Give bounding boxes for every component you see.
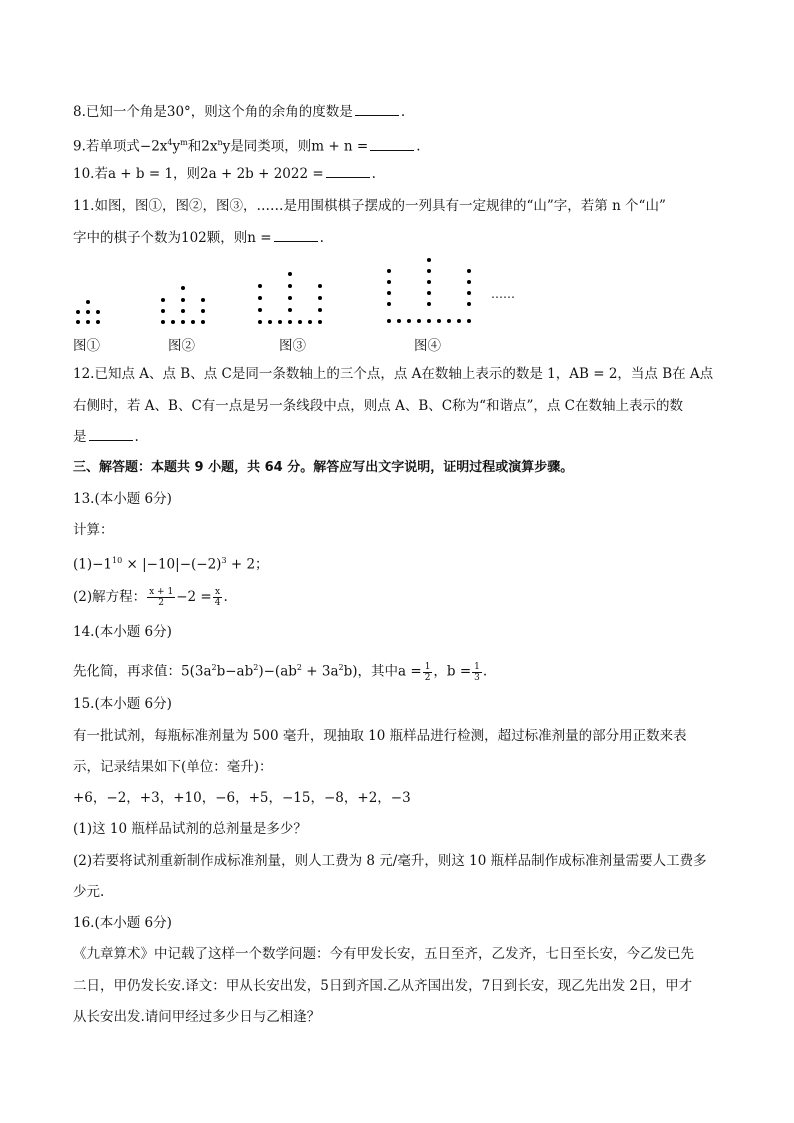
q13-intro: 计算： xyxy=(73,522,114,538)
q14-exp: 2 xyxy=(211,663,217,672)
q14-a: 先化简，再求值：5(3a xyxy=(73,663,212,680)
figure-4-label: 图④ xyxy=(414,338,441,354)
q14-exp: 2 xyxy=(338,663,344,672)
go-stone-dot xyxy=(181,309,185,313)
q11-text: 字中的棋子个数为102颗，则n = xyxy=(73,230,272,246)
go-stone-dot xyxy=(258,308,262,312)
question-9 xyxy=(73,133,421,157)
go-stone-dot xyxy=(387,302,391,306)
q13-p2-mid: −2 = xyxy=(176,589,212,605)
go-stone-dot xyxy=(201,309,205,313)
go-stone-dot xyxy=(427,302,431,306)
go-stone-dot xyxy=(427,258,431,262)
q14-f: ，b = xyxy=(433,663,472,680)
question-11-line-2 xyxy=(73,228,324,248)
q9-exp-2: m xyxy=(180,138,188,147)
go-stone-dot xyxy=(467,319,471,323)
fraction xyxy=(213,587,223,608)
answer-blank xyxy=(355,102,399,116)
go-stone-dot xyxy=(298,320,302,324)
figure-2-label: 图② xyxy=(168,338,195,354)
q16-line-1: 《九章算术》中记载了这样一个数学问题：今有甲发长安，五日至齐，乙发齐，七日至长安，今乙发已先 xyxy=(73,946,694,962)
go-stone-dot xyxy=(288,308,292,312)
q14-b: b−ab xyxy=(216,663,254,680)
go-stone-dot xyxy=(181,320,185,324)
go-stone-dot xyxy=(387,291,391,295)
q13-p1-a: (1)−1 xyxy=(73,556,113,573)
q14-g: . xyxy=(482,663,488,680)
q13-p2-end: . xyxy=(223,589,228,605)
denominator: 3 xyxy=(474,672,480,683)
fraction xyxy=(147,587,175,608)
numerator: 1 xyxy=(474,661,480,672)
q14-exp: 2 xyxy=(253,663,259,672)
question-10 xyxy=(73,164,376,184)
q15-data: +6，−2，+3，+10，−6，+5，−15，−8，+2，−3 xyxy=(73,790,411,806)
figure-ellipsis: …… xyxy=(491,287,515,301)
q9-exp-3: n xyxy=(217,138,223,147)
go-stone-dot xyxy=(318,308,322,312)
q9-exp-1: 4 xyxy=(167,138,173,147)
q12-end: . xyxy=(134,429,139,445)
answer-blank xyxy=(89,427,133,441)
go-stone-dot xyxy=(288,284,292,288)
go-stone-dot xyxy=(201,298,205,302)
go-stone-dot xyxy=(181,298,185,302)
figure-3-label: 图③ xyxy=(279,338,306,354)
go-stone-dot xyxy=(457,319,461,323)
q13-p1-exp: 10 xyxy=(112,556,123,565)
go-stone-dot xyxy=(308,320,312,324)
go-stone-dot xyxy=(288,296,292,300)
go-stone-dot xyxy=(268,320,272,324)
q13-p1-c: + 2； xyxy=(226,556,269,573)
question-8 xyxy=(73,102,405,122)
go-stone-dot xyxy=(467,280,471,284)
answer-blank xyxy=(274,228,318,242)
q13-part-2 xyxy=(73,582,228,612)
go-stone-dot xyxy=(387,269,391,273)
go-stone-dot xyxy=(467,302,471,306)
go-stone-dot xyxy=(161,309,165,313)
go-stone-dot xyxy=(407,319,411,323)
go-stone-dot xyxy=(96,310,100,314)
q15-part-1: (1)这 10 瓶样品试剂的总剂量是多少？ xyxy=(73,821,307,837)
denominator: 2 xyxy=(424,672,431,683)
question-12-line-2: 右侧时，若 A、B、C有一点是另一条线段中点，则点 A、B、C称为“和谐点”，点 C在数轴上表示的数 xyxy=(73,398,684,414)
q16-line-2: 二日，甲仍发长安.译文：甲从长安出发，5日到齐国.乙从齐国出发，7日到长安，现乙先出发 2日，甲才 xyxy=(73,978,693,994)
go-stone-dot xyxy=(191,320,195,324)
q14-exp: 2 xyxy=(296,663,302,672)
go-stone-dot xyxy=(427,280,431,284)
go-stone-dot xyxy=(161,320,165,324)
go-stone-dot xyxy=(437,319,441,323)
q15-line-1: 有一批试剂，每瓶标准剂量为 500 毫升，现抽取 10 瓶样品进行检测，超过标准剂量的部分用正数来表 xyxy=(73,728,687,744)
q14-body xyxy=(73,653,487,687)
numerator: x xyxy=(213,587,223,598)
q13-p1-b: × |−10|−(−2) xyxy=(122,556,222,573)
question-12-line-3 xyxy=(73,427,139,447)
q15-title: 15.(本小题 6分) xyxy=(73,696,172,712)
q9-text-b: y xyxy=(172,138,181,155)
question-12-line-1: 12.已知点 A、点 B、点 C是同一条数轴上的三个点，点 A在数轴上表示的数是 1，AB = 2，当点 B在 A点 xyxy=(73,366,714,382)
q9-text-d: y是同类项，则m + n = xyxy=(222,138,369,155)
go-stone-dot xyxy=(427,291,431,295)
denominator: 2 xyxy=(158,598,165,608)
go-stone-dot xyxy=(417,319,421,323)
go-stone-dot xyxy=(467,269,471,273)
go-stone-dot xyxy=(318,296,322,300)
go-stone-dot xyxy=(288,272,292,276)
fraction xyxy=(472,662,482,683)
q13-title: 13.(本小题 6分) xyxy=(73,491,172,507)
q9-text-c: 和2x xyxy=(187,138,218,155)
go-stone-dot xyxy=(161,298,165,302)
go-stone-dot xyxy=(318,320,322,324)
go-stone-dot xyxy=(76,320,80,324)
go-stone-dot xyxy=(288,320,292,324)
q10-text: 10.若a + b = 1，则2a + 2b + 2022 = xyxy=(73,166,324,182)
q16-line-3: 从长安出发.请问甲经过多少日与乙相逢？ xyxy=(73,1009,321,1025)
go-stone-dot xyxy=(258,296,262,300)
q9-end: . xyxy=(416,138,421,155)
q16-title: 16.(本小题 6分) xyxy=(73,915,172,931)
go-stone-dot xyxy=(387,319,391,323)
q15-line-2: 示，记录结果如下(单位：毫升)： xyxy=(73,759,273,775)
q8-end: . xyxy=(400,104,406,120)
denominator: 4 xyxy=(214,598,221,608)
q14-title: 14.(本小题 6分) xyxy=(73,624,172,640)
section-3-heading: 三、解答题：本题共 9 小题，共 64 分。解答应写出文字说明，证明过程或演算步骤。 xyxy=(73,460,574,475)
go-stone-dot xyxy=(397,319,401,323)
go-stone-dot xyxy=(76,310,80,314)
q8-text: 8.已知一个角是30°，则这个角的余角的度数是 xyxy=(73,104,353,120)
numerator: 1 xyxy=(424,661,431,672)
q15-part-2-line-1: (2)若要将试剂重新制作成标准剂量，则人工费为 8 元/毫升，则这 10 瓶样品制作成标准剂量需要人工费多 xyxy=(73,853,707,869)
numerator: x + 1 xyxy=(149,587,174,597)
q15-part-2-line-2: 少元. xyxy=(73,884,105,900)
q14-c: )−(ab xyxy=(258,663,297,680)
go-stone-dot xyxy=(427,319,431,323)
go-stone-dot xyxy=(447,319,451,323)
q14-e: b)，其中a = xyxy=(343,663,422,680)
go-stone-dot xyxy=(258,320,262,324)
q14-d: + 3a xyxy=(301,663,339,680)
go-stone-dot xyxy=(258,284,262,288)
answer-blank xyxy=(370,137,414,151)
go-stone-dot xyxy=(467,291,471,295)
q9-text-a: 9.若单项式−2x xyxy=(73,138,168,155)
go-stone-dot xyxy=(427,269,431,273)
go-stone-dot xyxy=(171,320,175,324)
go-stone-dot xyxy=(86,310,90,314)
go-stone-dot xyxy=(278,320,282,324)
go-stone-dot xyxy=(96,320,100,324)
go-stone-dot xyxy=(86,320,90,324)
q10-end: . xyxy=(371,166,376,182)
fraction xyxy=(423,662,433,683)
q13-p1-exp2: 3 xyxy=(221,556,227,565)
q13-p2-a: (2)解方程： xyxy=(73,589,147,605)
answer-blank xyxy=(326,164,370,178)
go-stone-dot xyxy=(181,286,185,290)
q11-end: . xyxy=(319,230,324,246)
go-stone-dot xyxy=(201,320,205,324)
figure-1-label: 图① xyxy=(73,338,100,354)
go-stone-dot xyxy=(387,280,391,284)
go-stone-dot xyxy=(86,300,90,304)
question-11-line-1: 11.如图，图①，图②，图③，……是用围棋棋子摆成的一列具有一定规律的“山”字，若第 n 个“山” xyxy=(73,198,666,214)
q12-text: 是 xyxy=(73,429,87,445)
q13-part-1 xyxy=(73,551,269,575)
go-stone-dot xyxy=(318,284,322,288)
